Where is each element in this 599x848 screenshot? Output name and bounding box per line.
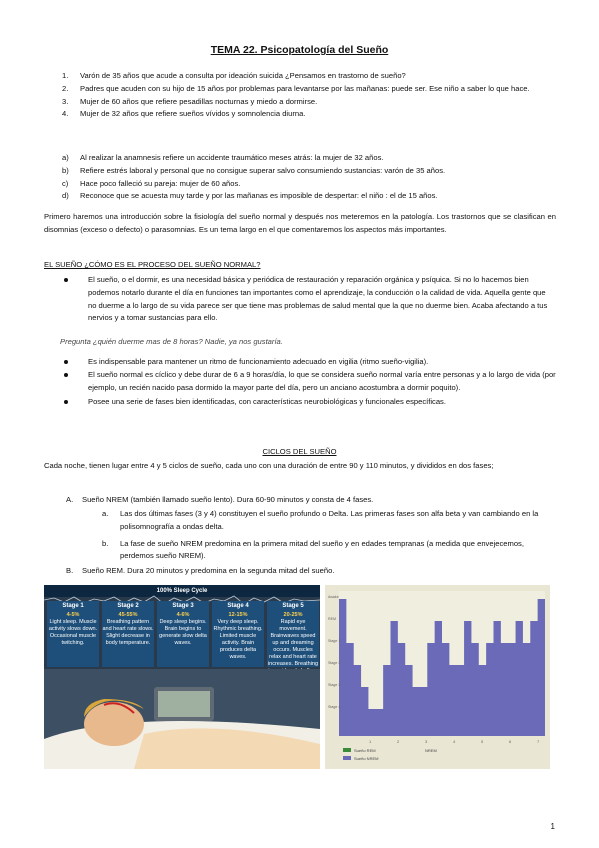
hypnogram-figure <box>325 585 550 769</box>
sleep-cycle-illustration <box>44 585 320 769</box>
list-item: B. Sueño REM. Dura 20 minutos y predomina en la segunda mitad del sueño. <box>66 566 335 575</box>
list-item: d) Reconoce que se acuesta muy tarde y por las mañanas es imposible de despertar: el niño : el de 15 años. <box>62 191 438 201</box>
list-item: A. Sueño NREM (también llamado sueño lento). Dura 60-90 minutos y consta de 4 fases. <box>66 495 374 504</box>
x-tick-label: 3 <box>425 739 428 744</box>
x-tick-label: 1 <box>369 739 372 744</box>
intro-paragraph: Primero haremos una introducción sobre la fisiología del sueño normal y después nos meteremos en la patología. Los trastornos que se clasifican en disomnias (exceso o defecto) o parasomnias. Es un tema largo en el que comentaremos los aspectos más importantes. <box>44 212 556 234</box>
legend-extra: NREM <box>425 748 437 753</box>
list-item: a. Las dos últimas fases (3 y 4) constituyen el sueño profundo o Delta. Las primeras fases son alfa beta y van cambiando en la polisomnografía a ondas delta. <box>102 509 539 531</box>
stage-card: Stage 3 4-6% Deep sleep begins. Brain begins to generate slow delta waves. <box>157 601 209 667</box>
bullet-list <box>44 274 556 325</box>
illustration-header: 100% Sleep Cycle <box>44 585 320 597</box>
cases-list <box>44 70 556 121</box>
stage-card: Stage 4 12-15% Very deep sleep. Rhythmic breathing. Limited muscle activity. Brain produces delta waves. <box>212 601 264 667</box>
section-heading: EL SUEÑO ¿CÓMO ES EL PROCESO DEL SUEÑO NORMAL? <box>44 260 261 269</box>
phases-list <box>44 565 556 578</box>
sleeping-woman-image <box>44 669 320 769</box>
list-item: El sueño normal es cíclico y debe durar de 6 a 9 horas/día, lo que se considera sueño normal varía entre personas y a lo largo de vida (por ejemplo, un recién nacido pasa dormido la mayor parte del día, pero un anciano acostumbra a dormir poquito). <box>44 369 556 395</box>
page-title: TEMA 22. Psicopatología del Sueño <box>210 44 389 56</box>
list-item: Posee una serie de fases bien identificadas, con características neurobiológicas y funcionales específicas. <box>44 396 556 409</box>
stage-card: Stage 1 4-5% Light sleep. Muscle activity slows down. Occasional muscle twitching. <box>47 601 99 667</box>
list-item: El sueño, o el dormir, es una necesidad básica y periódica de restauración y reparación orgánica y psíquica. Si no lo hacemos bien podemos notarlo durante el día en funciones tan importantes como el aprendizaje, la conducción o la calidad de vida. Aquella gente que no duerme a lo largo de su vida parece ser que tiene mas problemas de salud mental que la que no duerme bien. Acaba afectando a tus nervios y a tomar sustancias para ello. <box>44 274 556 325</box>
x-tick-label: 2 <box>397 739 400 744</box>
x-tick-label: 5 <box>481 739 484 744</box>
question-text: Pregunta ¿quién duerme mas de 8 horas? Nadie, ya nos gustaría. <box>60 337 283 346</box>
page-number: 1 <box>550 822 555 831</box>
cycles-paragraph: Cada noche, tienen lugar entre 4 y 5 ciclos de sueño, cada uno con una duración de entre 90 y 110 minutos, y divididos en dos fases; <box>44 461 494 470</box>
x-tick-label: 6 <box>509 739 512 744</box>
legend-rem: Sueño REM <box>354 748 376 753</box>
list-item: b) Refiere estrés laboral y personal que no consigue superar salvo consumiendo sustancias: varón de 35 años. <box>62 165 446 175</box>
legend-nrem-swatch <box>343 756 351 760</box>
y-tick-label: Stage 1 <box>328 639 341 643</box>
legend-rem-swatch <box>343 748 351 752</box>
y-tick-label: Stage 4 <box>328 705 341 709</box>
section-heading: CICLOS DEL SUEÑO <box>262 447 337 456</box>
stage-card: Stage 2 45-55% Breathing pattern and heart rate slows. Slight decrease in body temperature. <box>102 601 154 667</box>
y-tick-label: Stage 3 <box>328 683 341 687</box>
y-tick-label: REM <box>328 617 336 621</box>
list-item: 3. Mujer de 60 años que refiere pesadillas nocturnas y miedo a dormirse. <box>62 96 318 106</box>
phases-list <box>44 494 556 507</box>
bullet-list <box>44 356 556 409</box>
list-item: 4. Mujer de 32 años que refiere sueños vívidos y somnolencia diurna. <box>62 109 306 119</box>
legend-nrem: Sueño NREM <box>354 756 379 761</box>
list-item: 2. Padres que acuden con su hijo de 15 años por problemas para levantarse por las mañanas: puede ser. Ese niño a saber lo que hace. <box>62 83 530 93</box>
list-item: c) Hace poco falleció su pareja: mujer de 60 años. <box>62 178 241 188</box>
list-item: b. La fase de sueño NREM predomina en la primera mitad del sueño y en edades tempranas (a medida que envejecemos, perdemos sueño NREM). <box>102 538 524 561</box>
nrem-sublist <box>44 508 556 563</box>
y-tick-label: Awake <box>328 595 339 599</box>
x-tick-label: 7 <box>537 739 540 744</box>
list-item: Es indispensable para mantener un ritmo de funcionamiento adecuado en vigilia (ritmo sueño-vigilia). <box>44 356 556 369</box>
answers-list <box>44 152 556 203</box>
list-item: 1. Varón de 35 años que acude a consulta por ideación suicida ¿Pensamos en trastorno de sueño? <box>62 71 406 80</box>
stage-card: Stage 5 20-25% Rapid eye movement. Brainwaves speed up and dreaming occurs. Muscles relax and heart rate increases. Breathing <box>267 603 319 667</box>
x-tick-label: 4 <box>453 739 456 744</box>
y-tick-label: Stage 2 <box>328 661 341 665</box>
hypnogram-chart <box>325 585 550 769</box>
list-item: a) Al realizar la anamnesis refiere un accidente traumático meses atrás: la mujer de 32 años. <box>62 153 384 162</box>
